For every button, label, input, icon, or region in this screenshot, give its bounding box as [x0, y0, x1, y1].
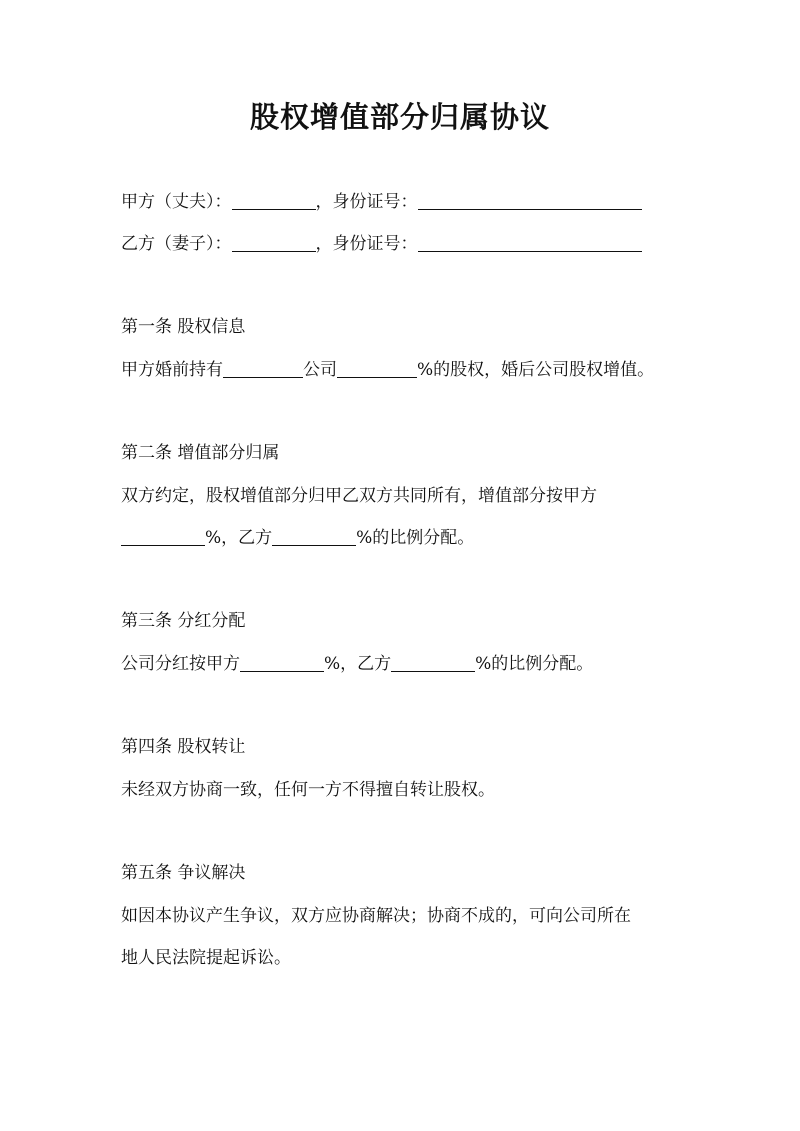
article-2-heading: 第二条 增值部分归属 — [121, 443, 280, 463]
article-1-text-1: 甲方婚前持有 — [121, 360, 223, 380]
article-1-heading: 第一条 股权信息 — [121, 317, 246, 337]
document-title: 股权增值部分归属协议 — [249, 100, 550, 134]
party-a-id-label: ，身份证号： — [315, 192, 418, 212]
article-5-body-line-2: 地人民法院提起诉讼。 — [121, 948, 291, 968]
article-1-company-blank[interactable] — [223, 359, 303, 378]
article-3-party-a-percent-blank[interactable] — [240, 653, 324, 672]
article-5-heading: 第五条 争议解决 — [121, 863, 246, 883]
article-3-text-2: %，乙方 — [324, 654, 392, 674]
article-1-text-3: %的股权，婚后公司股权增值。 — [417, 360, 655, 380]
party-b-line — [121, 232, 642, 256]
party-a-line — [121, 190, 642, 214]
party-b-name-blank[interactable] — [232, 233, 316, 252]
article-4-body: 未经双方协商一致，任何一方不得擅自转让股权。 — [121, 780, 495, 800]
article-1-body — [121, 358, 654, 382]
article-3-text-1: 公司分红按甲方 — [121, 654, 240, 674]
article-3-body — [121, 652, 593, 676]
party-b-label: 乙方（妻子）： — [121, 234, 232, 254]
article-3-party-b-percent-blank[interactable] — [391, 653, 475, 672]
party-a-label: 甲方（丈夫）： — [121, 192, 232, 212]
article-2-party-a-percent-blank[interactable] — [121, 527, 205, 546]
party-a-id-blank[interactable] — [418, 191, 642, 210]
article-2-text-1: %，乙方 — [205, 528, 273, 548]
article-2-body-line-1: 双方约定，股权增值部分归甲乙双方共同所有，增值部分按甲方 — [121, 486, 597, 506]
article-3-heading: 第三条 分红分配 — [121, 611, 246, 631]
article-2-party-b-percent-blank[interactable] — [272, 527, 356, 546]
article-5-body-line-1: 如因本协议产生争议，双方应协商解决；协商不成的，可向公司所在 — [121, 906, 631, 926]
party-b-id-label: ，身份证号： — [315, 234, 418, 254]
article-1-text-2: 公司 — [303, 360, 337, 380]
article-3-text-3: %的比例分配。 — [475, 654, 594, 674]
party-a-name-blank[interactable] — [232, 191, 316, 210]
article-4-heading: 第四条 股权转让 — [121, 737, 246, 757]
party-b-id-blank[interactable] — [418, 233, 642, 252]
article-1-percent-blank[interactable] — [337, 359, 417, 378]
article-2-body-line-2 — [121, 526, 474, 550]
article-2-text-2: %的比例分配。 — [356, 528, 475, 548]
